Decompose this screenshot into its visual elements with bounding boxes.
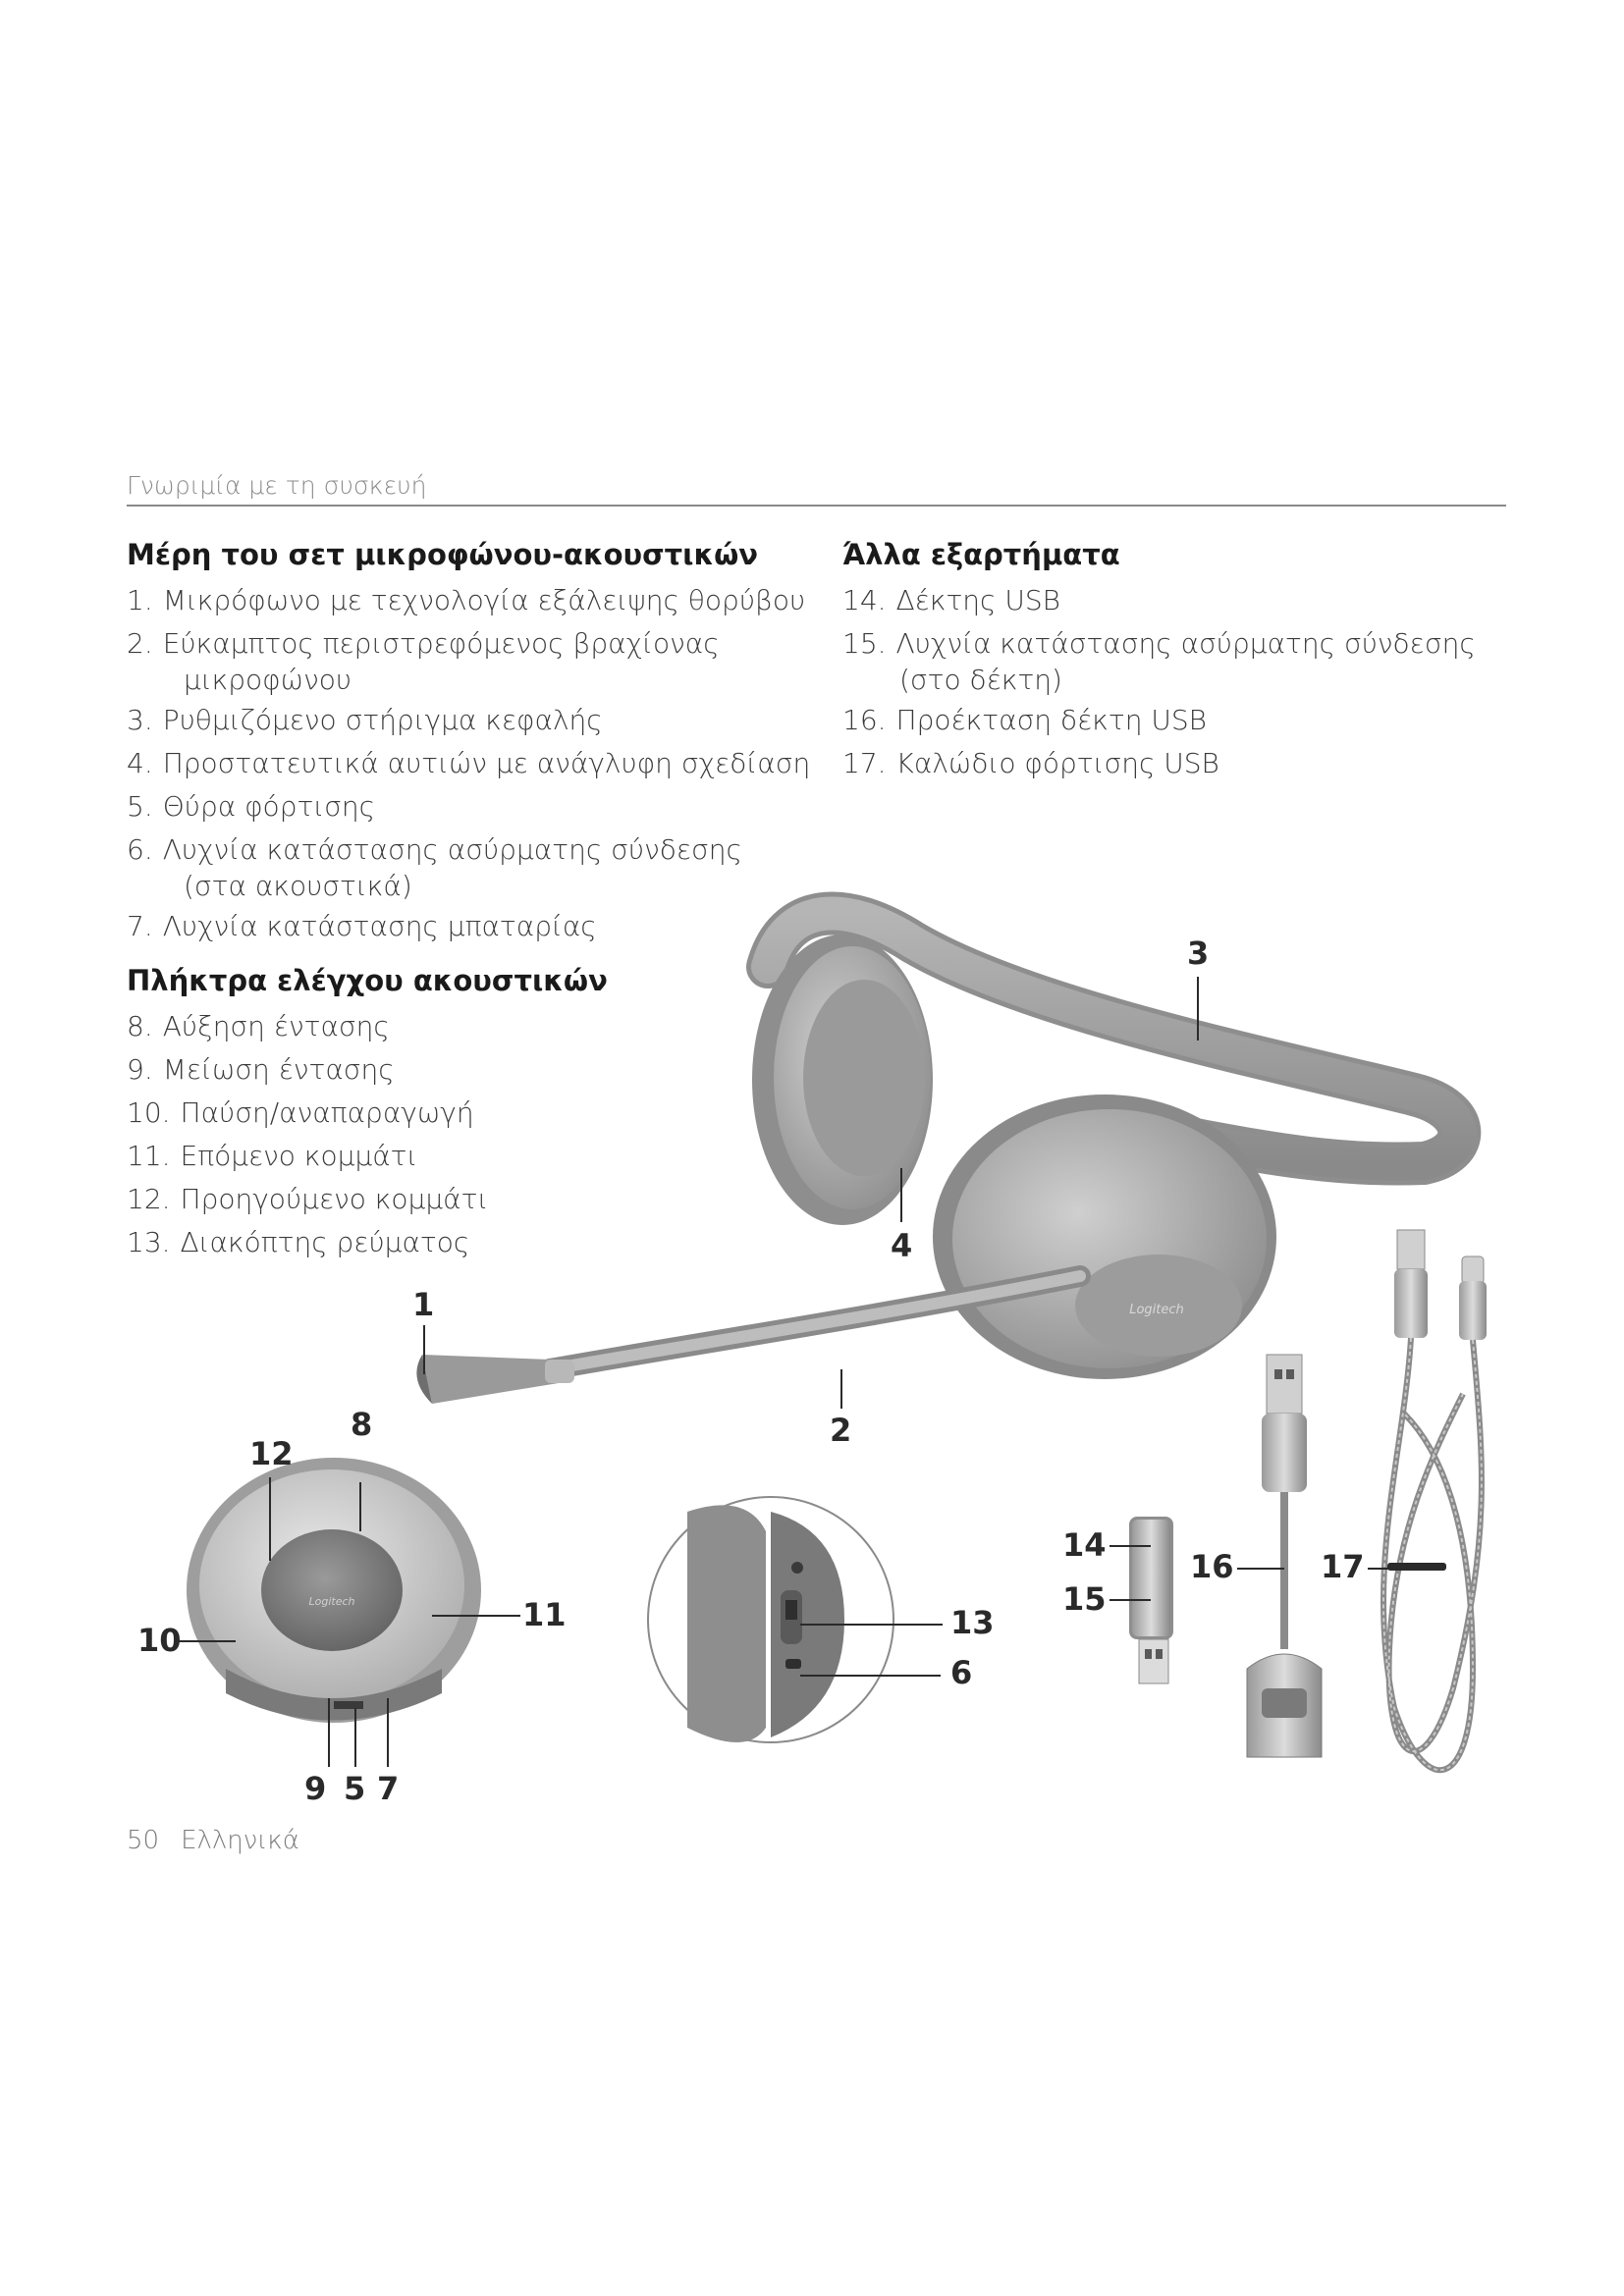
item-text: Λυχνία κατάστασης μπαταρίας [162, 910, 597, 942]
logitech-logo-text: Logitech [1129, 1303, 1184, 1317]
item-number: 7. [127, 910, 153, 942]
item-text: Θύρα φόρτισης [162, 790, 376, 823]
callout-4: 4 [891, 1227, 913, 1264]
page-number: 50 [127, 1826, 160, 1855]
item-text: Αύξηση έντασης [162, 1010, 390, 1042]
other-accessories-title: Άλλα εξαρτήματα [842, 538, 1120, 571]
item-continuation: μικροφώνου [184, 664, 352, 696]
callout-15: 15 [1062, 1580, 1107, 1618]
callout-17: 17 [1321, 1548, 1365, 1585]
callout-5: 5 [344, 1770, 366, 1807]
item-number: 14. [842, 584, 887, 616]
item-continuation: (στο δέκτη) [899, 664, 1062, 696]
item-number: 15. [842, 627, 887, 660]
ear-cup-side-inset [648, 1497, 893, 1742]
footer-language: Ελληνικά [181, 1826, 299, 1855]
callout-12: 12 [249, 1435, 294, 1472]
control-logo-text: Logitech [308, 1595, 355, 1608]
item-number: 2. [127, 627, 153, 660]
running-head: Γνωριμία με τη συσκευή [127, 471, 427, 500]
callout-13: 13 [950, 1604, 995, 1641]
item-text: Λυχνία κατάστασης ασύρματης σύνδεσης [895, 627, 1476, 660]
item-number: 4. [127, 747, 153, 779]
callout-9: 9 [304, 1770, 327, 1807]
item-text: Καλώδιο φόρτισης USB [895, 747, 1219, 779]
item-text: Παύση/αναπαραγωγή [180, 1096, 474, 1129]
callout-16: 16 [1190, 1548, 1234, 1585]
item-text: Δέκτης USB [895, 584, 1060, 616]
item-number: 17. [842, 747, 887, 779]
control-panel-inset [187, 1458, 481, 1723]
item-number: 8. [127, 1010, 153, 1042]
item-text: Προέκταση δέκτη USB [895, 704, 1207, 736]
usb-receiver-extension [1247, 1355, 1322, 1757]
item-number: 1. [127, 584, 153, 616]
callout-10: 10 [137, 1622, 182, 1659]
right-ear-cup [933, 1095, 1276, 1379]
item-number: 11. [127, 1140, 171, 1172]
item-number: 10. [127, 1096, 171, 1129]
item-number: 16. [842, 704, 887, 736]
page-footer [127, 1826, 299, 1855]
headset-controls-title: Πλήκτρα ελέγχου ακουστικών [127, 964, 608, 997]
callout-3: 3 [1187, 934, 1210, 972]
left-ear-cup [752, 934, 933, 1225]
item-text: Λυχνία κατάστασης ασύρματης σύνδεσης [162, 833, 742, 866]
item-text: Ρυθμιζόμενο στήριγμα κεφαλής [162, 704, 603, 736]
item-text: Εύκαμπτος περιστρεφόμενος βραχίονας [162, 627, 720, 660]
callout-6: 6 [950, 1654, 973, 1691]
callout-14: 14 [1062, 1526, 1107, 1564]
microphone-boom [416, 1276, 1080, 1404]
callout-7: 7 [377, 1770, 400, 1807]
callout-2: 2 [830, 1412, 852, 1449]
callout-11: 11 [522, 1596, 567, 1633]
item-number: 6. [127, 833, 153, 866]
item-continuation: (στα ακουστικά) [184, 870, 412, 902]
headset-parts-title: Μέρη του σετ μικροφώνου-ακουστικών [127, 538, 759, 571]
item-text: Διακόπτης ρεύματος [180, 1226, 470, 1258]
item-number: 9. [127, 1053, 153, 1086]
item-number: 12. [127, 1183, 171, 1215]
item-text: Προηγούμενο κομμάτι [180, 1183, 489, 1215]
callout-8: 8 [351, 1406, 373, 1443]
item-text: Προστατευτικά αυτιών με ανάγλυφη σχεδίαση [162, 747, 811, 779]
item-number: 3. [127, 704, 153, 736]
item-text: Μικρόφωνο με τεχνολογία εξάλειψης θορύβου [162, 584, 806, 616]
callout-1: 1 [412, 1286, 435, 1323]
usb-charging-cable [1383, 1230, 1487, 1770]
item-text: Μείωση έντασης [162, 1053, 395, 1086]
item-number: 13. [127, 1226, 171, 1258]
item-text: Επόμενο κομμάτι [180, 1140, 418, 1172]
item-number: 5. [127, 790, 153, 823]
